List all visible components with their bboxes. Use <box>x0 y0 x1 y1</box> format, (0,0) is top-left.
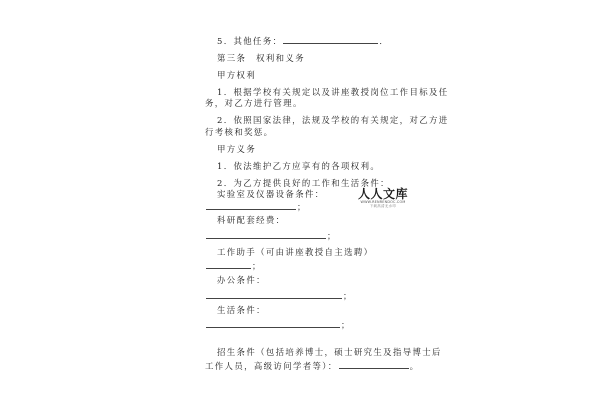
work-assistant-blank-line <box>205 259 262 272</box>
lab-equipment-blank-line <box>205 200 307 213</box>
article-3-heading: 第三条 权利和义务 <box>217 53 305 63</box>
research-funds-blank-line <box>205 229 337 242</box>
item-5-label: 5．其他任务： <box>217 36 283 46</box>
office-conditions-blank <box>206 289 342 299</box>
research-funds-blank <box>206 229 326 239</box>
research-funds-label: 科研配套经费： <box>217 215 286 225</box>
enrollment-blank <box>339 359 409 369</box>
item-5-end: ． <box>379 36 390 46</box>
right-1-line-1: 1．根据学校有关规定以及讲座教授岗位工作目标及任 <box>217 87 449 97</box>
item-5-blank <box>283 34 378 44</box>
research-funds-semicolon: ； <box>327 231 337 241</box>
party-a-duties-heading: 甲方义务 <box>217 144 257 154</box>
item-5-other-tasks <box>217 34 389 47</box>
enrollment-line-2 <box>205 359 419 372</box>
living-conditions-blank <box>206 318 340 328</box>
living-conditions-semicolon: ； <box>341 320 351 330</box>
work-assistant-blank <box>206 259 251 269</box>
office-conditions-blank-line <box>205 289 353 302</box>
watermark-logo <box>354 188 412 212</box>
living-conditions-label: 生活条件： <box>217 305 266 315</box>
work-assistant-label: 工作助手（可由讲座教授自主选聘） <box>217 247 374 257</box>
lab-equipment-blank <box>206 200 296 210</box>
duty-1: 1．依法维护乙方应享有的各项权利。 <box>217 161 381 171</box>
work-assistant-semicolon: ； <box>252 261 262 271</box>
watermark-slogan: 下载高清无水印 <box>369 204 397 208</box>
lab-equipment-label: 实验室及仪器设备条件： <box>217 189 325 199</box>
enrollment-label: 工作人员，高级访问学者等）： <box>205 361 338 371</box>
office-conditions-label: 办公条件： <box>217 275 266 285</box>
living-conditions-blank-line <box>205 318 351 331</box>
right-1-line-2: 务，对乙方进行管理。 <box>205 98 303 108</box>
enrollment-end: 。 <box>409 361 420 371</box>
party-a-rights-heading: 甲方权利 <box>217 70 257 80</box>
watermark-url: WWW.RENRENDOC.COM <box>360 200 406 204</box>
right-2-line-2: 行考核和奖惩。 <box>205 127 274 137</box>
lab-equipment-semicolon: ； <box>297 202 307 212</box>
duty-2: 2．为乙方提供良好的工作和生活条件： <box>217 178 390 188</box>
right-2-line-1: 2．依照国家法律，法规及学校的有关规定，对乙方进 <box>217 115 449 125</box>
office-conditions-semicolon: ； <box>343 291 353 301</box>
watermark-title: 人人文库 <box>357 187 408 201</box>
enrollment-line-1: 招生条件（包括培养博士，硕士研究生及指导博士后 <box>217 347 442 357</box>
